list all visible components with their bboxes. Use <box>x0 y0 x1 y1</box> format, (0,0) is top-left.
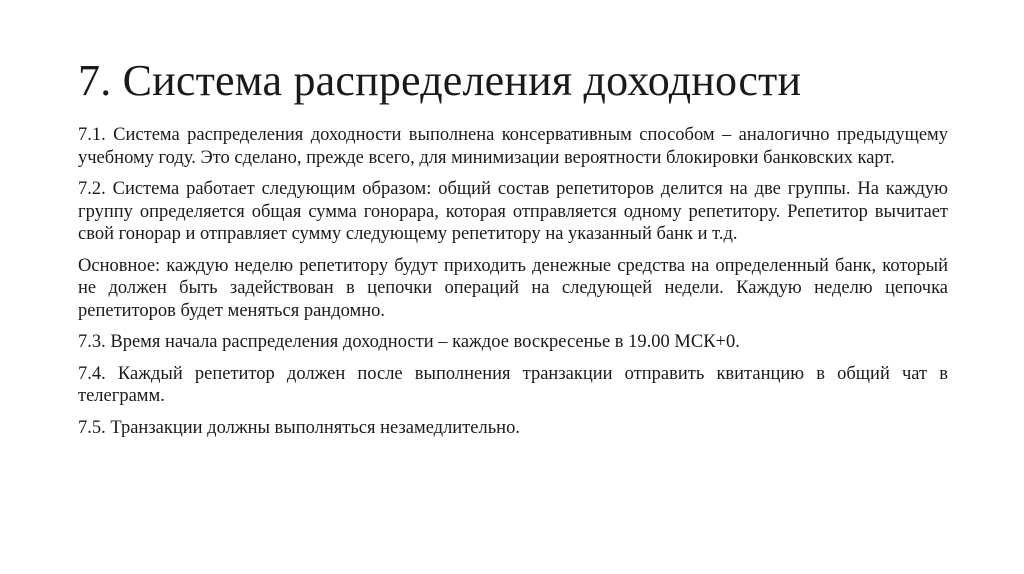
paragraph-7-1: 7.1. Система распределения доходности выполнена консервативным способом – аналогично предыдущему учебному году. Это сделано, прежде всего, для минимизации вероятности блокировки банковских карт. <box>78 125 948 168</box>
paragraph-7-4: 7.4. Каждый репетитор должен после выполнения транзакции отправить квитанцию в общий чат в телеграмм. <box>78 363 948 406</box>
paragraph-7-5: 7.5. Транзакции должны выполняться незамедлительно. <box>78 417 520 438</box>
slide-body <box>78 124 948 448</box>
paragraph-7-2: 7.2. Система работает следующим образом: общий состав репетиторов делится на две группы. На каждую группу определяется общая сумма гонорара, которая отправляется одному репетитору. Репетитор вычитает свой гонорар и отправляет сумму следующему репетитору на указанный банк и т.д. <box>78 179 948 244</box>
slide-title: 7. Система распределения доходности <box>78 56 802 105</box>
paragraph-main-note: Основное: каждую неделю репетитору будут приходить денежные средства на определенный банк, который не должен быть задействован в цепочки операций на следующей недели. Каждую неделю цепочка репетиторов будет меняться рандомно. <box>78 255 948 321</box>
paragraph-7-3: 7.3. Время начала распределения доходности – каждое воскресенье в 19.00 МСК+0. <box>78 332 740 352</box>
